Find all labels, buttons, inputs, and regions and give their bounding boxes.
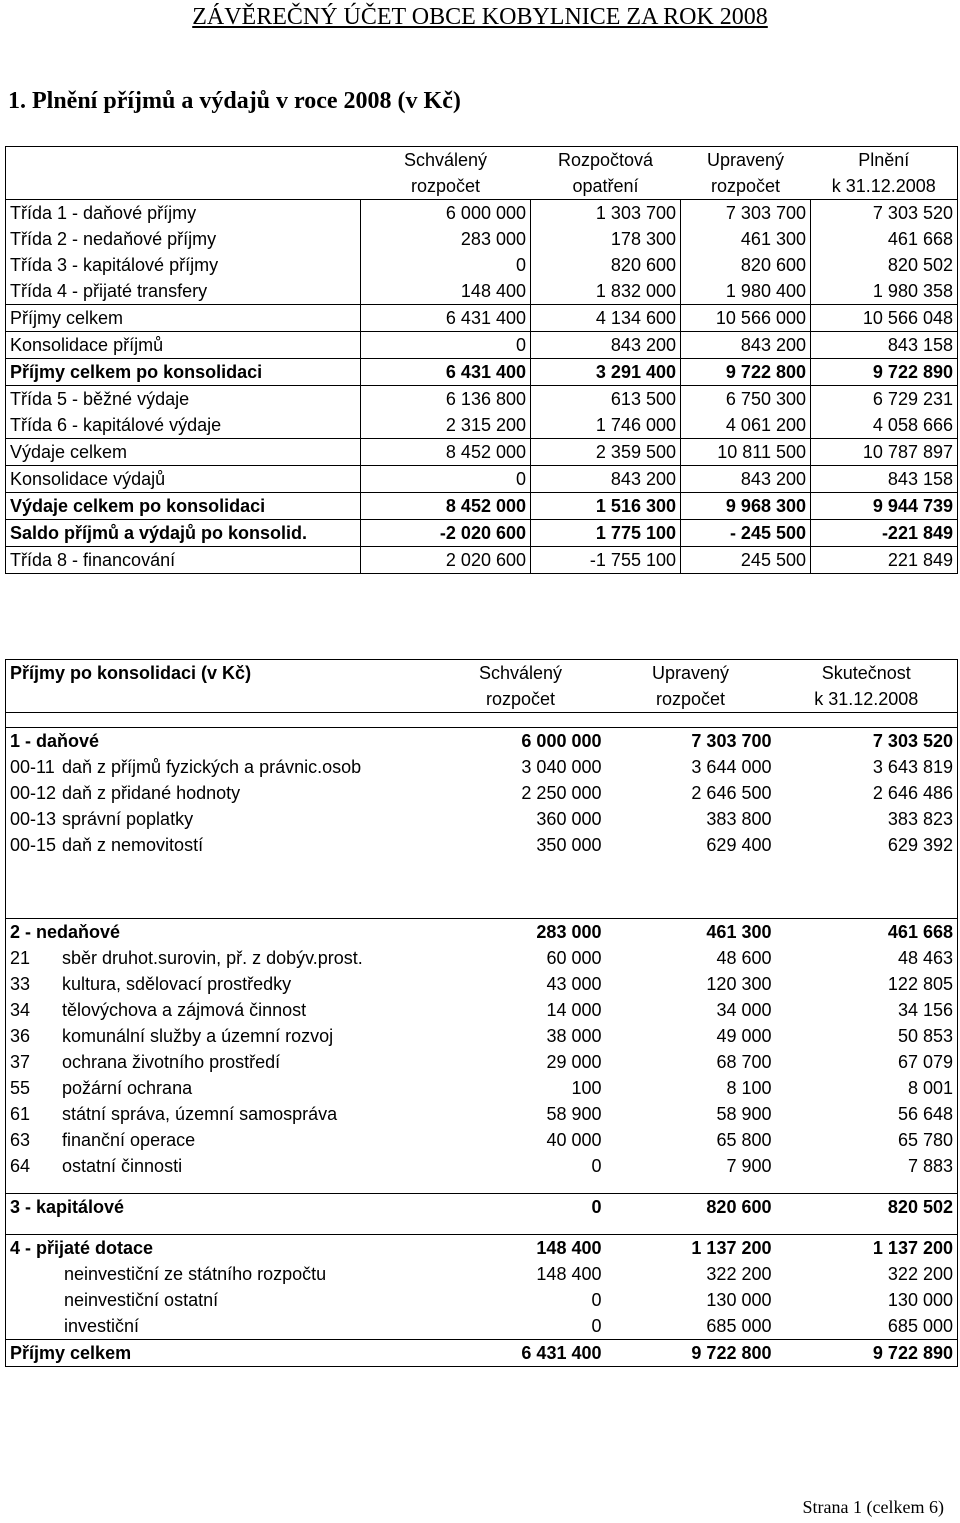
item-value: 34 000 (716, 999, 772, 1020)
item-code: 00-15 (10, 834, 57, 855)
item-label: daň z nemovitostí (62, 834, 204, 855)
row-label: Třída 6 - kapitálové výdaje (6, 412, 361, 439)
value-cell: 178 300 (531, 226, 681, 252)
group-row (6, 1194, 958, 1221)
item-row (6, 1313, 958, 1340)
item-value: 38 000 (546, 1025, 602, 1046)
spacer-cell (6, 1220, 958, 1235)
item-row (6, 971, 958, 997)
value-cell: 1 832 000 (531, 278, 681, 305)
item-value: 120 300 (706, 973, 772, 994)
table-row (6, 386, 958, 413)
item-value: 65 780 (897, 1129, 953, 1150)
value-cell: 2 359 500 (531, 439, 681, 466)
value-cell: 6 750 300 (681, 386, 811, 413)
col-header: Rozpočtová (557, 150, 654, 170)
value-cell: 9 722 800 (681, 359, 811, 386)
item-value: 50 853 (897, 1025, 953, 1046)
value-cell: 461 300 (681, 226, 811, 252)
table-row (6, 200, 958, 227)
item-code: 63 (10, 1129, 31, 1150)
item-value: 383 823 (887, 808, 953, 829)
value-cell: 8 452 000 (361, 439, 531, 466)
group-value: 820 502 (776, 1194, 958, 1221)
row-label: Konsolidace příjmů (6, 332, 361, 359)
item-label-cell (6, 997, 436, 1023)
group-value: 1 137 200 (606, 1235, 776, 1262)
row-label: Třída 1 - daňové příjmy (6, 200, 361, 227)
item-label: státní správa, územní samospráva (62, 1103, 338, 1124)
document-title: ZÁVĚREČNÝ ÚČET OBCE KOBYLNICE ZA ROK 2008 (192, 4, 768, 30)
item-value: 67 079 (897, 1051, 953, 1072)
row-label: Třída 4 - přijaté transfery (6, 278, 361, 305)
table-row (6, 439, 958, 466)
item-value: 322 200 (706, 1263, 772, 1284)
item-row (6, 754, 958, 780)
group-value: 6 000 000 (436, 728, 606, 755)
table-row (6, 547, 958, 574)
value-cell: -1 755 100 (531, 547, 681, 574)
item-value: 68 700 (716, 1051, 772, 1072)
row-label: Saldo příjmů a výdajů po konsolid. (6, 520, 361, 547)
table-row (6, 252, 958, 278)
value-cell: 3 291 400 (531, 359, 681, 386)
item-value: 0 (591, 1315, 602, 1336)
value-cell: 221 849 (811, 547, 958, 574)
col-header: Schválený (478, 662, 563, 683)
revenue-table (5, 659, 958, 1367)
item-value: 383 800 (706, 808, 772, 829)
item-label-cell (6, 832, 436, 858)
item-value: 0 (591, 1289, 602, 1310)
value-cell: 1 980 358 (811, 278, 958, 305)
row-label: Třída 5 - běžné výdaje (6, 386, 361, 413)
value-cell: 2 020 600 (361, 547, 531, 574)
item-label: daň z přidané hodnoty (62, 782, 241, 803)
item-value: 685 000 (887, 1315, 953, 1336)
group-value: 461 668 (776, 919, 958, 946)
header-row (6, 686, 958, 713)
item-label-cell (6, 1127, 436, 1153)
col-header: rozpočet (710, 176, 781, 196)
item-label-cell (6, 1287, 436, 1313)
item-value: 685 000 (706, 1315, 772, 1336)
item-row (6, 780, 958, 806)
row-label: Konsolidace výdajů (6, 466, 361, 493)
value-cell: - 245 500 (681, 520, 811, 547)
value-cell: 9 722 890 (811, 359, 958, 386)
col-header: opatření (572, 176, 639, 196)
item-value: 60 000 (546, 947, 602, 968)
group-label: 3 - kapitálové (6, 1194, 436, 1221)
row-label: Výdaje celkem (6, 439, 361, 466)
item-value: 3 040 000 (521, 756, 602, 777)
value-cell: 613 500 (531, 386, 681, 413)
item-row (6, 1287, 958, 1313)
item-code: 00-12 (10, 782, 57, 803)
table-row (6, 278, 958, 305)
item-label-cell (6, 1101, 436, 1127)
value-cell: 843 200 (681, 332, 811, 359)
item-value: 130 000 (887, 1289, 953, 1310)
item-value: 49 000 (716, 1025, 772, 1046)
value-cell: 6 136 800 (361, 386, 531, 413)
item-value: 7 883 (907, 1155, 953, 1176)
col-header: Upravený (651, 662, 730, 683)
item-value: 56 648 (897, 1103, 953, 1124)
item-value: 58 900 (546, 1103, 602, 1124)
item-code: 34 (10, 999, 31, 1020)
item-label: komunální služby a územní rozvoj (62, 1025, 334, 1046)
table-row (6, 412, 958, 439)
row-label: Příjmy celkem (6, 305, 361, 332)
value-cell: 0 (361, 466, 531, 493)
value-cell: 843 158 (811, 466, 958, 493)
item-value: 2 250 000 (521, 782, 602, 803)
section-heading: 1. Plnění příjmů a výdajů v roce 2008 (v Kč) (8, 88, 461, 114)
group-label: 2 - nedaňové (6, 919, 436, 946)
item-label-cell (6, 806, 436, 832)
value-cell: 10 566 048 (811, 305, 958, 332)
col-header: rozpočet (410, 176, 481, 196)
value-cell: 1 516 300 (531, 493, 681, 520)
item-code: 61 (10, 1103, 31, 1124)
item-code: 37 (10, 1051, 31, 1072)
value-cell: 843 200 (531, 466, 681, 493)
row-label: Třída 2 - nedaňové příjmy (6, 226, 361, 252)
item-row (6, 832, 958, 858)
value-cell: 6 431 400 (361, 359, 531, 386)
value-cell: 0 (361, 252, 531, 278)
item-value: 14 000 (546, 999, 602, 1020)
item-row (6, 1261, 958, 1287)
header-row (6, 147, 958, 174)
header-row (6, 660, 958, 687)
item-value: 8 001 (907, 1077, 953, 1098)
item-label: správní poplatky (62, 808, 194, 829)
item-value: 148 400 (536, 1263, 602, 1284)
row-label: Třída 3 - kapitálové příjmy (6, 252, 361, 278)
item-code: 21 (10, 947, 31, 968)
group-label: Příjmy celkem (6, 1340, 436, 1367)
spacer-cell (6, 858, 958, 919)
table-row (6, 332, 958, 359)
page-footer: Strana 1 (celkem 6) (802, 1497, 944, 1517)
table-row (6, 493, 958, 520)
value-cell: 461 668 (811, 226, 958, 252)
item-row (6, 945, 958, 971)
row-label: Třída 8 - financování (6, 547, 361, 574)
value-cell: 2 315 200 (361, 412, 531, 439)
item-code: 00-13 (10, 808, 57, 829)
item-value: 100 (571, 1077, 602, 1098)
item-row (6, 997, 958, 1023)
item-code: 00-11 (10, 756, 55, 777)
table-row (6, 305, 958, 332)
item-value: 8 100 (726, 1077, 772, 1098)
spacer-cell (6, 1179, 958, 1194)
item-label-cell (6, 1313, 436, 1340)
item-value: 629 392 (887, 834, 953, 855)
item-value: 3 643 819 (872, 756, 953, 777)
item-label: tělovýchova a zájmová činnost (62, 999, 307, 1020)
item-value: 322 200 (887, 1263, 953, 1284)
value-cell: 820 502 (811, 252, 958, 278)
row-label: Výdaje celkem po konsolidaci (6, 493, 361, 520)
value-cell: 7 303 520 (811, 200, 958, 227)
item-value: 48 463 (897, 947, 953, 968)
item-value: 58 900 (716, 1103, 772, 1124)
spacer-row (6, 858, 958, 919)
value-cell: 6 729 231 (811, 386, 958, 413)
item-value: 29 000 (546, 1051, 602, 1072)
item-row (6, 1101, 958, 1127)
value-cell: -2 020 600 (361, 520, 531, 547)
table-title: Příjmy po konsolidaci (v Kč) (10, 662, 252, 683)
item-row (6, 1153, 958, 1179)
value-cell: 1 980 400 (681, 278, 811, 305)
item-value: 0 (591, 1155, 602, 1176)
item-code: 64 (10, 1155, 31, 1176)
value-cell: 4 058 666 (811, 412, 958, 439)
group-value: 0 (436, 1194, 606, 1221)
item-value: 122 805 (887, 973, 953, 994)
group-value: 9 722 890 (776, 1340, 958, 1367)
item-value: 130 000 (706, 1289, 772, 1310)
item-value: 360 000 (536, 808, 602, 829)
item-row (6, 806, 958, 832)
header-row (6, 173, 958, 200)
group-label: 1 - daňové (6, 728, 436, 755)
item-label: ostatní činnosti (62, 1155, 183, 1176)
spacer-cell (6, 713, 958, 728)
item-value: 629 400 (706, 834, 772, 855)
col-header: k 31.12.2008 (831, 176, 936, 196)
value-cell: 283 000 (361, 226, 531, 252)
item-label: kultura, sdělovací prostředky (62, 973, 292, 994)
item-row (6, 1023, 958, 1049)
item-label: neinvestiční ze státního rozpočtu (64, 1263, 327, 1284)
value-cell: 843 200 (681, 466, 811, 493)
value-cell: 1 303 700 (531, 200, 681, 227)
col-header: Plnění (858, 150, 910, 170)
group-row (6, 919, 958, 946)
item-label-cell (6, 1023, 436, 1049)
total-row (6, 1340, 958, 1367)
item-label: neinvestiční ostatní (64, 1289, 219, 1310)
value-cell: 9 968 300 (681, 493, 811, 520)
value-cell: 820 600 (531, 252, 681, 278)
group-value: 461 300 (606, 919, 776, 946)
item-code: 55 (10, 1077, 31, 1098)
group-row (6, 1235, 958, 1262)
item-code: 36 (10, 1025, 31, 1046)
item-label-cell (6, 945, 436, 971)
value-cell: 4 134 600 (531, 305, 681, 332)
item-value: 7 900 (726, 1155, 772, 1176)
col-header: k 31.12.2008 (776, 686, 958, 713)
item-label-cell (6, 1049, 436, 1075)
group-value: 7 303 700 (606, 728, 776, 755)
value-cell: 6 000 000 (361, 200, 531, 227)
group-value: 7 303 520 (776, 728, 958, 755)
value-cell: 843 200 (531, 332, 681, 359)
value-cell: 245 500 (681, 547, 811, 574)
value-cell: 8 452 000 (361, 493, 531, 520)
item-label: investiční (64, 1315, 140, 1336)
item-label-cell (6, 1261, 436, 1287)
col-header: rozpočet (436, 686, 606, 713)
item-label: finanční operace (62, 1129, 196, 1150)
value-cell: 820 600 (681, 252, 811, 278)
item-code: 33 (10, 973, 31, 994)
group-label: 4 - přijaté dotace (6, 1235, 436, 1262)
value-cell: 1 746 000 (531, 412, 681, 439)
table-row (6, 520, 958, 547)
item-row (6, 1127, 958, 1153)
item-value: 48 600 (716, 947, 772, 968)
item-label: daň z příjmů fyzických a právnic.osob (62, 756, 362, 777)
col-header: rozpočet (606, 686, 776, 713)
group-value: 1 137 200 (776, 1235, 958, 1262)
value-cell: 843 158 (811, 332, 958, 359)
spacer-row (6, 1179, 958, 1194)
group-value: 6 431 400 (436, 1340, 606, 1367)
value-cell: 7 303 700 (681, 200, 811, 227)
value-cell: 1 775 100 (531, 520, 681, 547)
table-row (6, 466, 958, 493)
group-row (6, 728, 958, 755)
group-value: 148 400 (436, 1235, 606, 1262)
item-value: 65 800 (716, 1129, 772, 1150)
col-header: Schválený (403, 150, 488, 170)
table-row (6, 226, 958, 252)
item-label: požární ochrana (62, 1077, 193, 1098)
item-label-cell (6, 971, 436, 997)
table-row (6, 359, 958, 386)
item-label-cell (6, 754, 436, 780)
group-value: 9 722 800 (606, 1340, 776, 1367)
row-label: Příjmy celkem po konsolidaci (6, 359, 361, 386)
item-row (6, 1075, 958, 1101)
col-header: Upravený (706, 150, 785, 170)
item-label: sběr druhot.surovin, př. z dobýv.prost. (62, 947, 363, 968)
group-value: 820 600 (606, 1194, 776, 1221)
group-value: 283 000 (436, 919, 606, 946)
value-cell: 0 (361, 332, 531, 359)
item-value: 2 646 486 (872, 782, 953, 803)
item-value: 350 000 (536, 834, 602, 855)
item-label-cell (6, 1075, 436, 1101)
value-cell: 9 944 739 (811, 493, 958, 520)
item-value: 2 646 500 (691, 782, 772, 803)
budget-summary-table (5, 146, 958, 574)
spacer-row (6, 713, 958, 728)
value-cell: 10 566 000 (681, 305, 811, 332)
col-header: Skutečnost (821, 662, 911, 683)
item-value: 40 000 (546, 1129, 602, 1150)
value-cell: 4 061 200 (681, 412, 811, 439)
spacer-row (6, 1220, 958, 1235)
item-label: ochrana životního prostředí (62, 1051, 281, 1072)
item-label-cell (6, 1153, 436, 1179)
value-cell: 10 811 500 (681, 439, 811, 466)
item-label-cell (6, 780, 436, 806)
item-value: 3 644 000 (691, 756, 772, 777)
value-cell: -221 849 (811, 520, 958, 547)
value-cell: 10 787 897 (811, 439, 958, 466)
value-cell: 6 431 400 (361, 305, 531, 332)
item-value: 34 156 (897, 999, 953, 1020)
value-cell: 148 400 (361, 278, 531, 305)
item-row (6, 1049, 958, 1075)
item-value: 43 000 (546, 973, 602, 994)
